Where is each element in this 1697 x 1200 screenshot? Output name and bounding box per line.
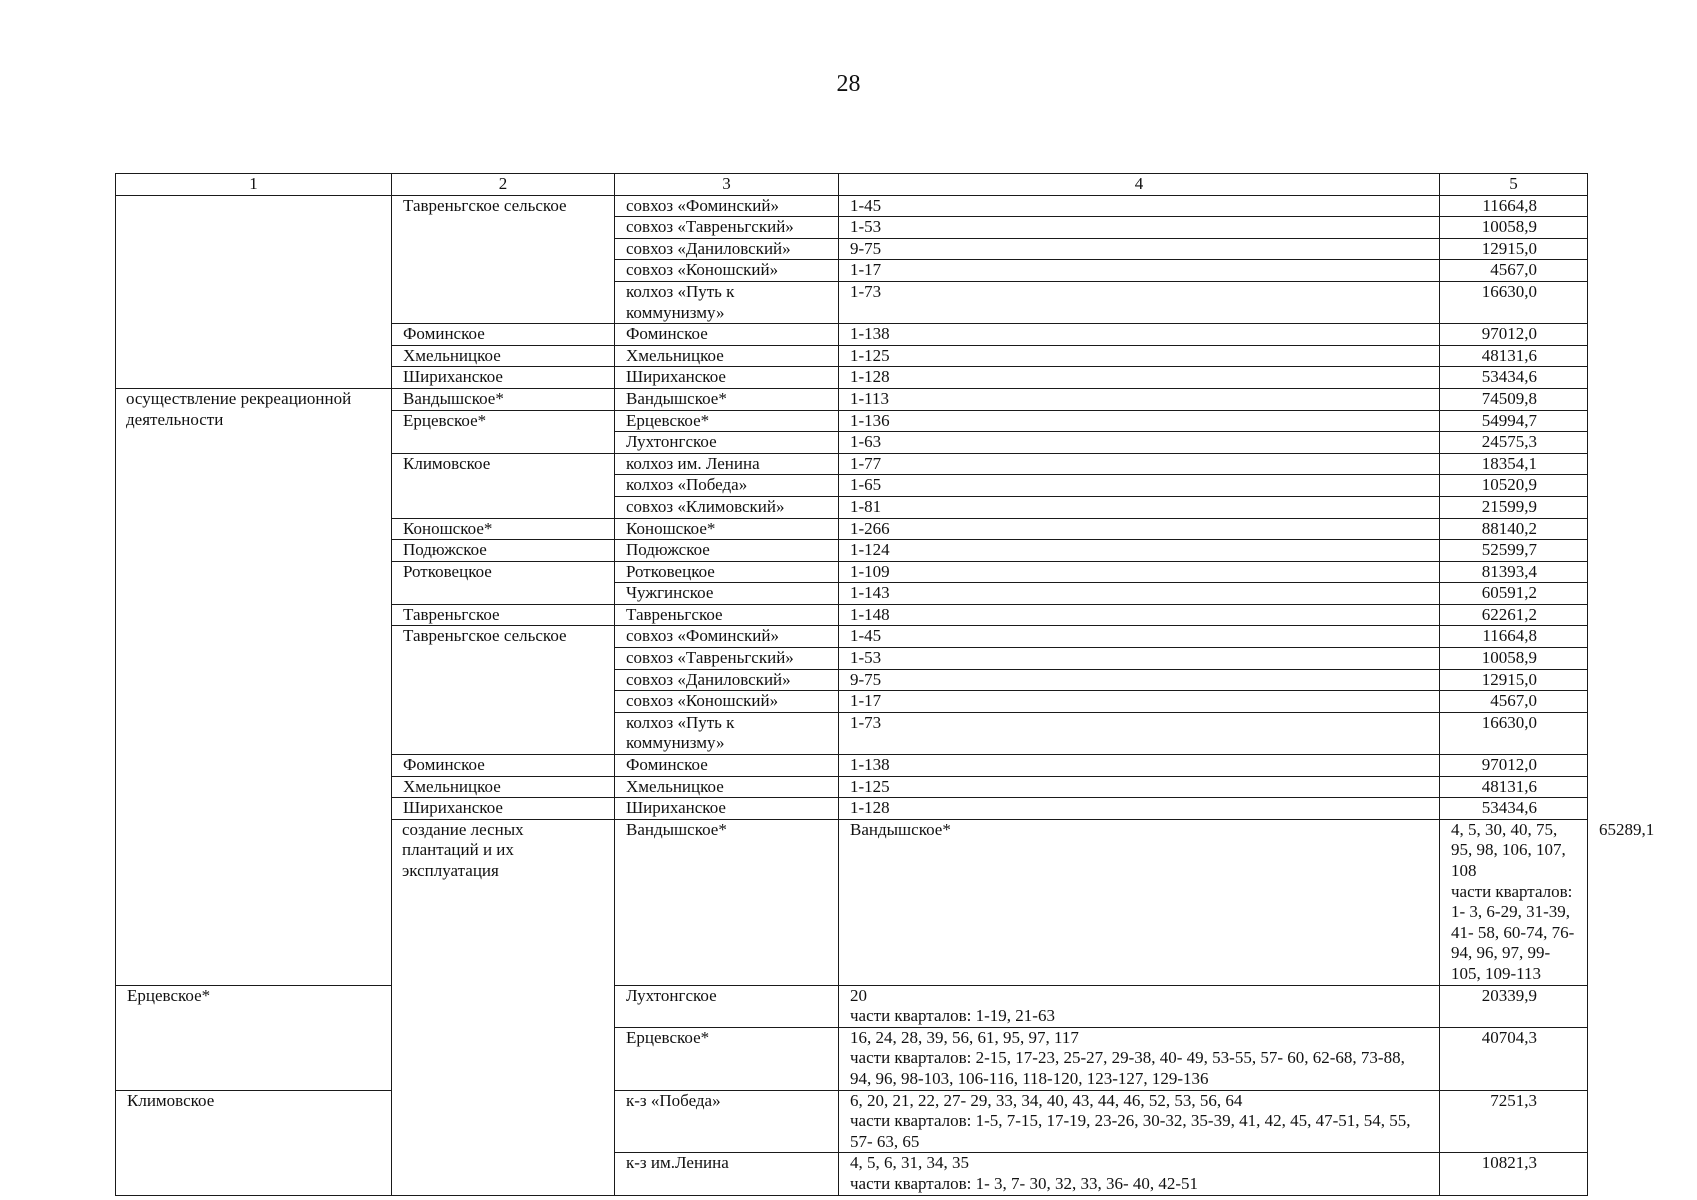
district-cell: колхоз «Путь к коммунизму»	[615, 712, 839, 754]
quarters-cell: 1-17	[839, 260, 1440, 282]
district-cell: Вандышское*	[615, 388, 839, 410]
area-cell: 10520,9	[1440, 475, 1588, 497]
quarters-partial: части кварталов: 1-5, 7-15, 17-19, 23-26, 30-32, 35-39, 41, 42, 45, 47-51, 54, 55, 57- 63, 65	[850, 1111, 1411, 1151]
forestry-cell: Шириханское	[392, 367, 615, 389]
area-cell: 54994,7	[1440, 410, 1588, 432]
forestry-cell: Подюжское	[392, 540, 615, 562]
area-cell: 12915,0	[1440, 669, 1588, 691]
district-cell: к-з «Победа»	[615, 1090, 839, 1153]
area-cell: 11664,8	[1440, 195, 1588, 217]
quarters-cell: 1-113	[839, 388, 1440, 410]
area-cell: 12915,0	[1440, 238, 1588, 260]
quarters-full: 16, 24, 28, 39, 56, 61, 95, 97, 117	[850, 1027, 1079, 1047]
header-cell: 1	[116, 174, 392, 196]
forestry-cell: Коношское*	[392, 518, 615, 540]
district-cell: совхоз «Тавреньгский»	[615, 648, 839, 670]
table-row	[116, 985, 1588, 1027]
table-row	[116, 388, 1588, 410]
district-cell: Чужгинское	[615, 583, 839, 605]
district-cell: Фоминское	[615, 324, 839, 346]
area-cell: 10821,3	[1440, 1153, 1588, 1195]
district-cell: совхоз «Фоминский»	[615, 195, 839, 217]
forestry-cell: Хмельницкое	[392, 345, 615, 367]
quarters-cell: 1-45	[839, 626, 1440, 648]
district-cell: колхоз им. Ленина	[615, 453, 839, 475]
area-cell: 62261,2	[1440, 604, 1588, 626]
activity-cell: осуществление рекреационной деятельности	[116, 388, 392, 985]
quarters-cell: 1-109	[839, 561, 1440, 583]
area-cell: 18354,1	[1440, 453, 1588, 475]
quarters-cell: 1-125	[839, 345, 1440, 367]
forestry-cell: Вандышское*	[615, 819, 839, 985]
forestry-cell: Тавреньгское сельское	[392, 626, 615, 755]
quarters-cell	[1440, 819, 1588, 985]
area-cell: 4567,0	[1440, 260, 1588, 282]
district-cell: Подюжское	[615, 540, 839, 562]
forestry-cell: Хмельницкое	[392, 776, 615, 798]
quarters-partial: части кварталов: 1-19, 21-63	[850, 1006, 1055, 1026]
area-cell: 4567,0	[1440, 691, 1588, 713]
quarters-cell: 1-143	[839, 583, 1440, 605]
quarters-full: 20	[850, 985, 867, 1005]
area-cell: 81393,4	[1440, 561, 1588, 583]
quarters-cell: 1-148	[839, 604, 1440, 626]
district-cell: Хмельницкое	[615, 776, 839, 798]
quarters-full: 6, 20, 21, 22, 27- 29, 33, 34, 40, 43, 44, 46, 52, 53, 56, 64	[850, 1090, 1243, 1110]
area-cell: 21599,9	[1440, 496, 1588, 518]
table-row	[116, 1090, 1588, 1153]
district-cell: Ротковецкое	[615, 561, 839, 583]
area-cell: 97012,0	[1440, 755, 1588, 777]
quarters-cell: 1-77	[839, 453, 1440, 475]
district-cell: Ерцевское*	[615, 1027, 839, 1090]
quarters-cell	[839, 1090, 1440, 1153]
header-cell: 3	[615, 174, 839, 196]
quarters-cell: 1-128	[839, 367, 1440, 389]
forestry-cell: Климовское	[116, 1090, 392, 1195]
district-cell: совхоз «Климовский»	[615, 496, 839, 518]
quarters-partial: части кварталов: 1- 3, 6-29, 31-39, 41- 58, 60-74, 76-94, 96, 97, 99-105, 109-113	[1451, 881, 1575, 983]
quarters-cell: 1-53	[839, 648, 1440, 670]
quarters-cell: 1-73	[839, 281, 1440, 323]
activity-cell	[116, 195, 392, 388]
quarters-cell: 1-266	[839, 518, 1440, 540]
page-number: 28	[836, 71, 861, 97]
area-cell: 11664,8	[1440, 626, 1588, 648]
district-cell: совхоз «Тавреньгский»	[615, 217, 839, 239]
area-cell: 10058,9	[1440, 648, 1588, 670]
quarters-full: 4, 5, 30, 40, 75, 95, 98, 106, 107, 108	[1451, 819, 1566, 880]
area-cell: 10058,9	[1440, 217, 1588, 239]
quarters-cell: 1-138	[839, 755, 1440, 777]
district-cell: Ерцевское*	[615, 410, 839, 432]
area-cell: 52599,7	[1440, 540, 1588, 562]
quarters-cell: 1-73	[839, 712, 1440, 754]
table-row	[116, 195, 1588, 217]
district-cell: колхоз «Путь к коммунизму»	[615, 281, 839, 323]
quarters-cell: 1-124	[839, 540, 1440, 562]
district-cell: Шириханское	[615, 367, 839, 389]
quarters-cell	[839, 1027, 1440, 1090]
area-cell: 16630,0	[1440, 281, 1588, 323]
district-cell: Хмельницкое	[615, 345, 839, 367]
quarters-cell: 1-81	[839, 496, 1440, 518]
quarters-cell: 9-75	[839, 669, 1440, 691]
area-cell: 48131,6	[1440, 345, 1588, 367]
district-cell: совхоз «Даниловский»	[615, 238, 839, 260]
district-cell: Фоминское	[615, 755, 839, 777]
district-cell: Коношское*	[615, 518, 839, 540]
table-row: создание лесных плантаций и их эксплуатация Вандышское* Вандышское* 4, 5, 30, 40, 75, 95, 98, 106, 107, 108 части кварталов: 1- 3, 6-29, 31-39, 41- 58, 60-74, 76-94, 96, 97, 99-105, 109-113 65289,1	[116, 819, 1588, 985]
quarters-partial: части кварталов: 2-15, 17-23, 25-27, 29-38, 40- 49, 53-55, 57- 60, 62-68, 73-88, 94, 96, 98-103, 106-116, 118-120, 123-127, 129-136	[850, 1048, 1405, 1088]
forestry-cell: Фоминское	[392, 755, 615, 777]
forestry-cell: Климовское	[392, 453, 615, 518]
quarters-cell: 1-17	[839, 691, 1440, 713]
district-cell: к-з им.Ленина	[615, 1153, 839, 1195]
forestry-cell: Шириханское	[392, 798, 615, 820]
quarters-cell: 1-138	[839, 324, 1440, 346]
area-cell: 53434,6	[1440, 798, 1588, 820]
forestry-cell: Тавреньгское	[392, 604, 615, 626]
quarters-cell: 9-75	[839, 238, 1440, 260]
forestry-cell: Ротковецкое	[392, 561, 615, 604]
quarters-cell: 1-63	[839, 432, 1440, 454]
header-cell: 4	[839, 174, 1440, 196]
area-cell: 97012,0	[1440, 324, 1588, 346]
area-cell: 20339,9	[1440, 985, 1588, 1027]
activity-cell: создание лесных плантаций и их эксплуатация	[392, 819, 615, 1195]
quarters-cell: 1-136	[839, 410, 1440, 432]
area-cell: 48131,6	[1440, 776, 1588, 798]
district-cell: Лухтонгское	[615, 432, 839, 454]
quarters-cell: 1-128	[839, 798, 1440, 820]
quarters-full: 4, 5, 6, 31, 34, 35	[850, 1153, 969, 1173]
area-cell: 60591,2	[1440, 583, 1588, 605]
header-cell: 5	[1440, 174, 1588, 196]
forestry-cell: Вандышское*	[392, 388, 615, 410]
forest-use-table	[115, 173, 1655, 1196]
table-header-row	[116, 174, 1588, 196]
district-cell: колхоз «Победа»	[615, 475, 839, 497]
area-cell: 88140,2	[1440, 518, 1588, 540]
quarters-partial: части кварталов: 1- 3, 7- 30, 32, 33, 36- 40, 42-51	[850, 1173, 1199, 1193]
district-cell: Вандышское*	[839, 819, 1440, 985]
district-cell: Шириханское	[615, 798, 839, 820]
district-cell: совхоз «Коношский»	[615, 260, 839, 282]
district-cell: совхоз «Фоминский»	[615, 626, 839, 648]
district-cell: Тавреньгское	[615, 604, 839, 626]
area-cell: 74509,8	[1440, 388, 1588, 410]
district-cell: Лухтонгское	[615, 985, 839, 1027]
quarters-cell: 1-45	[839, 195, 1440, 217]
quarters-cell	[839, 985, 1440, 1027]
area-cell: 40704,3	[1440, 1027, 1588, 1090]
quarters-cell: 1-65	[839, 475, 1440, 497]
area-cell: 7251,3	[1440, 1090, 1588, 1153]
quarters-cell	[839, 1153, 1440, 1195]
area-cell: 16630,0	[1440, 712, 1588, 754]
area-cell: 24575,3	[1440, 432, 1588, 454]
forestry-cell: Ерцевское*	[116, 985, 392, 1090]
forestry-cell: Тавреньгское сельское	[392, 195, 615, 324]
quarters-cell: 1-125	[839, 776, 1440, 798]
district-cell: совхоз «Коношский»	[615, 691, 839, 713]
district-cell: совхоз «Даниловский»	[615, 669, 839, 691]
quarters-cell: 1-53	[839, 217, 1440, 239]
forestry-cell: Фоминское	[392, 324, 615, 346]
area-cell: 53434,6	[1440, 367, 1588, 389]
forestry-cell: Ерцевское*	[392, 410, 615, 453]
header-cell: 2	[392, 174, 615, 196]
